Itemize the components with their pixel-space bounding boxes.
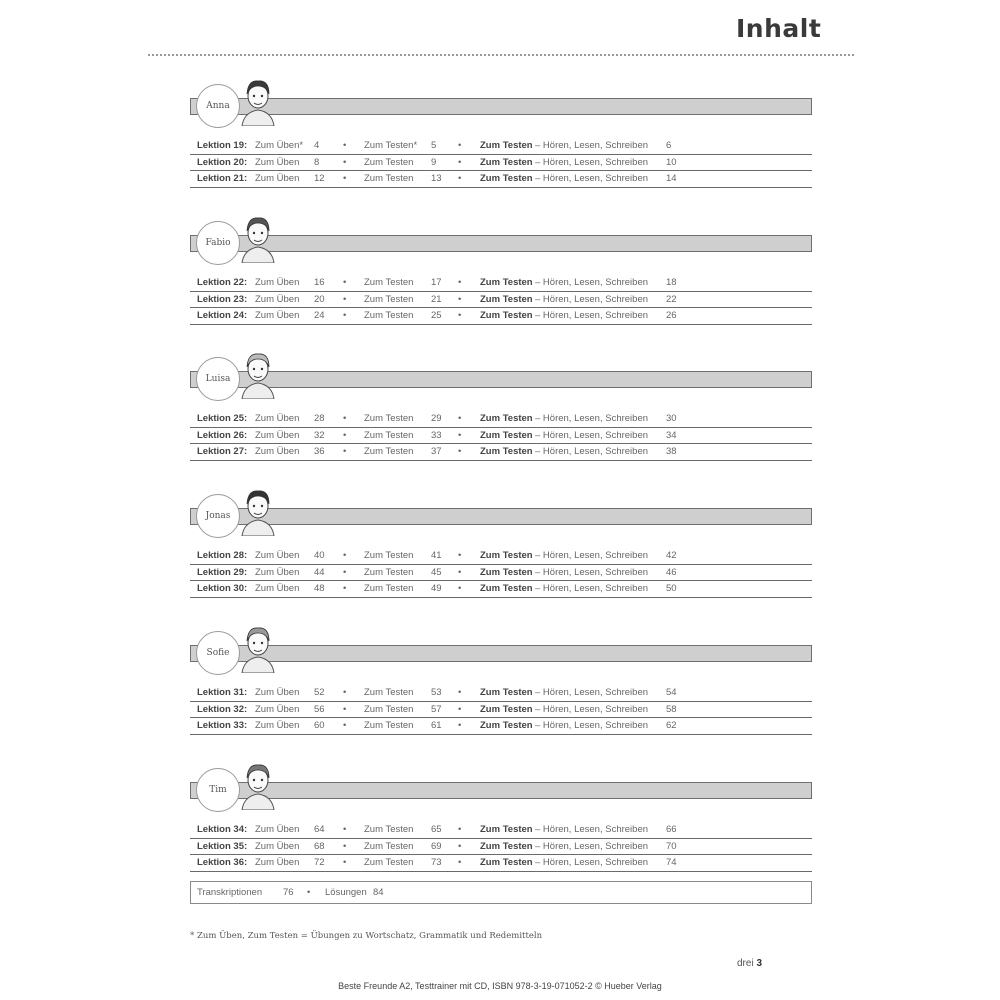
skills-text: – Hören, Lesen, Schreiben (535, 293, 649, 305)
lesson-label: Lektion 36: (197, 857, 248, 868)
ueben-page: 24 (314, 310, 325, 321)
test-skills-label: Zum Testen (480, 687, 533, 698)
character-name-badge (196, 631, 240, 675)
ueben-link[interactable]: Zum Üben (255, 583, 300, 594)
test-skills-label: Zum Testen (480, 446, 533, 457)
bullet: • (458, 156, 462, 168)
testen-page: 33 (431, 429, 442, 441)
ueben-page: 32 (314, 429, 325, 441)
testen-link[interactable]: Zum Testen (364, 156, 414, 168)
bullet: • (458, 824, 462, 835)
skills-page: 34 (666, 429, 677, 441)
bullet: • (458, 310, 462, 321)
character-name-badge (196, 768, 240, 812)
test-skills-label: Zum Testen (480, 550, 533, 561)
bullet: • (343, 156, 347, 168)
lesson-list (190, 548, 812, 598)
character-portrait-icon (236, 349, 280, 399)
testen-link[interactable]: Zum Testen (364, 429, 414, 441)
skills-page: 74 (666, 857, 677, 868)
character-name: Luisa (205, 374, 231, 384)
ueben-link[interactable]: Zum Üben (255, 720, 300, 731)
page-digit: 3 (756, 958, 763, 969)
transkriptionen-label[interactable]: Transkriptionen (197, 887, 263, 898)
skills-page: 46 (666, 566, 677, 578)
bullet: • (343, 857, 347, 868)
lesson-row[interactable] (190, 822, 812, 839)
testen-link[interactable]: Zum Testen (364, 550, 414, 561)
testen-link[interactable]: Zum Testen (364, 310, 414, 321)
section-bar (190, 508, 812, 525)
bullet: • (458, 840, 462, 852)
ueben-link[interactable]: Zum Üben (255, 687, 300, 698)
character-portrait-icon (236, 623, 280, 673)
skills-page: 62 (666, 720, 677, 731)
testen-page: 57 (431, 703, 442, 715)
test-skills-label: Zum Testen (480, 310, 533, 321)
character-portrait-icon (236, 486, 280, 536)
bullet: • (458, 293, 462, 305)
bullet: • (343, 583, 347, 594)
loesungen-page: 84 (373, 887, 384, 898)
ueben-page: 44 (314, 566, 325, 578)
skills-page: 42 (666, 550, 677, 561)
testen-link[interactable]: Zum Testen (364, 687, 414, 698)
test-skills-label: Zum Testen (480, 413, 533, 424)
section-bar (190, 645, 812, 662)
bullet: • (458, 446, 462, 457)
lesson-row[interactable] (190, 702, 812, 719)
test-skills-label: Zum Testen (480, 566, 533, 578)
lesson-list (190, 275, 812, 325)
testen-page: 69 (431, 840, 442, 852)
testen-page: 41 (431, 550, 442, 561)
bullet: • (343, 550, 347, 561)
skills-page: 6 (666, 140, 672, 151)
lesson-list (190, 411, 812, 461)
lesson-label: Lektion 21: (197, 173, 248, 184)
skills-text: – Hören, Lesen, Schreiben (535, 413, 649, 424)
ueben-page: 52 (314, 687, 325, 698)
bullet: • (458, 720, 462, 731)
bullet: • (307, 887, 311, 898)
testen-page: 45 (431, 566, 442, 578)
bullet: • (343, 720, 347, 731)
skills-page: 54 (666, 687, 677, 698)
lesson-label: Lektion 26: (197, 429, 248, 441)
skills-page: 26 (666, 310, 677, 321)
bullet: • (458, 140, 462, 151)
lesson-label: Lektion 29: (197, 566, 248, 578)
testen-link[interactable]: Zum Testen (364, 720, 414, 731)
character-name-badge (196, 221, 240, 265)
skills-page: 18 (666, 277, 677, 288)
test-skills-label: Zum Testen (480, 140, 533, 151)
bullet: • (343, 429, 347, 441)
lesson-label: Lektion 25: (197, 413, 248, 424)
ueben-page: 36 (314, 446, 325, 457)
skills-text: – Hören, Lesen, Schreiben (535, 720, 649, 731)
section-bar (190, 371, 812, 388)
lesson-label: Lektion 22: (197, 277, 248, 288)
lesson-label: Lektion 30: (197, 583, 248, 594)
bullet: • (458, 429, 462, 441)
skills-text: – Hören, Lesen, Schreiben (535, 583, 649, 594)
test-skills-label: Zum Testen (480, 293, 533, 305)
bullet: • (458, 413, 462, 424)
lesson-row[interactable] (190, 155, 812, 172)
footnote: * Zum Üben, Zum Testen = Übungen zu Wortschatz, Grammatik und Redemitteln (190, 931, 543, 941)
testen-link[interactable]: Zum Testen (364, 413, 414, 424)
bullet: • (343, 293, 347, 305)
testen-page: 17 (431, 277, 442, 288)
lesson-label: Lektion 19: (197, 140, 248, 151)
skills-page: 50 (666, 583, 677, 594)
lesson-row[interactable] (190, 565, 812, 582)
skills-text: – Hören, Lesen, Schreiben (535, 566, 649, 578)
skills-text: – Hören, Lesen, Schreiben (535, 140, 649, 151)
lesson-row[interactable] (190, 581, 812, 598)
ueben-link[interactable]: Zum Üben (255, 824, 300, 835)
ueben-link[interactable]: Zum Üben (255, 173, 300, 184)
bullet: • (343, 413, 347, 424)
testen-link[interactable]: Zum Testen (364, 840, 414, 852)
ueben-page: 56 (314, 703, 325, 715)
section-bar (190, 782, 812, 799)
skills-page: 14 (666, 173, 677, 184)
test-skills-label: Zum Testen (480, 277, 533, 288)
character-name: Tim (209, 785, 227, 795)
skills-page: 10 (666, 156, 677, 168)
testen-link[interactable]: Zum Testen (364, 857, 414, 868)
page-title: Inhalt (736, 14, 822, 43)
testen-page: 5 (431, 140, 437, 151)
testen-page: 65 (431, 824, 442, 835)
lesson-label: Lektion 27: (197, 446, 248, 457)
testen-page: 9 (431, 156, 437, 168)
testen-page: 61 (431, 720, 442, 731)
skills-page: 58 (666, 703, 677, 715)
ueben-page: 72 (314, 857, 325, 868)
lesson-list (190, 138, 812, 188)
lesson-label: Lektion 34: (197, 824, 248, 835)
testen-page: 13 (431, 173, 442, 184)
lesson-row[interactable] (190, 308, 812, 325)
skills-text: – Hören, Lesen, Schreiben (535, 173, 649, 184)
skills-page: 70 (666, 840, 677, 852)
ueben-link[interactable]: Zum Üben (255, 156, 300, 168)
bullet: • (343, 703, 347, 715)
bullet: • (458, 277, 462, 288)
test-skills-label: Zum Testen (480, 583, 533, 594)
skills-text: – Hören, Lesen, Schreiben (535, 446, 649, 457)
bullet: • (343, 446, 347, 457)
testen-page: 37 (431, 446, 442, 457)
skills-text: – Hören, Lesen, Schreiben (535, 310, 649, 321)
testen-link[interactable]: Zum Testen (364, 583, 414, 594)
ueben-link[interactable]: Zum Üben (255, 310, 300, 321)
page-number (737, 958, 762, 969)
ueben-page: 60 (314, 720, 325, 731)
ueben-link[interactable]: Zum Üben (255, 277, 300, 288)
bullet: • (343, 277, 347, 288)
testen-link[interactable]: Zum Testen (364, 566, 414, 578)
ueben-link[interactable]: Zum Üben* (255, 140, 304, 151)
skills-page: 66 (666, 824, 677, 835)
character-name: Anna (206, 101, 230, 111)
skills-page: 22 (666, 293, 677, 305)
skills-text: – Hören, Lesen, Schreiben (535, 687, 649, 698)
testen-link[interactable]: Zum Testen (364, 173, 414, 184)
test-skills-label: Zum Testen (480, 429, 533, 441)
ueben-page: 20 (314, 293, 325, 305)
character-portrait-icon (236, 760, 280, 810)
bullet: • (458, 173, 462, 184)
character-name: Jonas (205, 511, 231, 521)
loesungen-label[interactable]: Lösungen (325, 887, 367, 898)
bullet: • (343, 840, 347, 852)
ueben-link[interactable]: Zum Üben (255, 293, 300, 305)
ueben-page: 64 (314, 824, 325, 835)
lesson-label: Lektion 28: (197, 550, 248, 561)
lesson-list (190, 685, 812, 735)
bullet: • (343, 173, 347, 184)
ueben-link[interactable]: Zum Üben (255, 703, 300, 715)
bullet: • (343, 140, 347, 151)
testen-page: 25 (431, 310, 442, 321)
bullet: • (458, 583, 462, 594)
ueben-link[interactable]: Zum Üben (255, 413, 300, 424)
testen-page: 49 (431, 583, 442, 594)
skills-page: 30 (666, 413, 677, 424)
lesson-row[interactable] (190, 292, 812, 309)
bullet: • (343, 687, 347, 698)
bullet: • (458, 703, 462, 715)
lesson-row[interactable] (190, 275, 812, 292)
ueben-link[interactable]: Zum Üben (255, 550, 300, 561)
test-skills-label: Zum Testen (480, 840, 533, 852)
ueben-page: 4 (314, 140, 320, 151)
appendix-box (190, 881, 812, 904)
ueben-page: 28 (314, 413, 325, 424)
character-name: Fabio (205, 238, 231, 248)
test-skills-label: Zum Testen (480, 703, 533, 715)
bullet: • (343, 824, 347, 835)
test-skills-label: Zum Testen (480, 720, 533, 731)
lesson-row[interactable] (190, 411, 812, 428)
bullet: • (343, 310, 347, 321)
skills-text: – Hören, Lesen, Schreiben (535, 840, 649, 852)
testen-link[interactable]: Zum Testen (364, 824, 414, 835)
bullet: • (343, 566, 347, 578)
ueben-link[interactable]: Zum Üben (255, 429, 300, 441)
skills-text: – Hören, Lesen, Schreiben (535, 857, 649, 868)
transkriptionen-page: 76 (283, 887, 294, 898)
lesson-row[interactable] (190, 718, 812, 735)
character-name-badge (196, 84, 240, 128)
lesson-row[interactable] (190, 855, 812, 872)
character-name: Sofie (206, 648, 230, 658)
lesson-row[interactable] (190, 171, 812, 188)
lesson-row[interactable] (190, 138, 812, 155)
testen-page: 29 (431, 413, 442, 424)
bullet: • (458, 687, 462, 698)
testen-link[interactable]: Zum Testen (364, 293, 414, 305)
character-name-badge (196, 494, 240, 538)
skills-text: – Hören, Lesen, Schreiben (535, 824, 649, 835)
bullet: • (458, 550, 462, 561)
lesson-row[interactable] (190, 444, 812, 461)
character-portrait-icon (236, 76, 280, 126)
lesson-label: Lektion 33: (197, 720, 248, 731)
ueben-link[interactable]: Zum Üben (255, 840, 300, 852)
lesson-label: Lektion 35: (197, 840, 248, 852)
test-skills-label: Zum Testen (480, 857, 533, 868)
page-word: drei (737, 958, 754, 969)
skills-text: – Hören, Lesen, Schreiben (535, 703, 649, 715)
ueben-page: 16 (314, 277, 325, 288)
lesson-list (190, 822, 812, 872)
dotted-divider (148, 54, 854, 56)
lesson-label: Lektion 20: (197, 156, 248, 168)
ueben-page: 12 (314, 173, 325, 184)
ueben-page: 8 (314, 156, 320, 168)
testen-link[interactable]: Zum Testen (364, 703, 414, 715)
section-bar (190, 98, 812, 115)
ueben-link[interactable]: Zum Üben (255, 446, 300, 457)
skills-text: – Hören, Lesen, Schreiben (535, 429, 649, 441)
ueben-link[interactable]: Zum Üben (255, 566, 300, 578)
character-name-badge (196, 357, 240, 401)
testen-page: 73 (431, 857, 442, 868)
character-portrait-icon (236, 213, 280, 263)
publisher-footer: Beste Freunde A2, Testtrainer mit CD, ISBN 978-3-19-071052-2 © Hueber Verlag (338, 981, 662, 991)
ueben-page: 40 (314, 550, 325, 561)
lesson-row[interactable] (190, 685, 812, 702)
lesson-label: Lektion 32: (197, 703, 248, 715)
ueben-page: 68 (314, 840, 325, 852)
section-bar (190, 235, 812, 252)
lesson-label: Lektion 31: (197, 687, 248, 698)
testen-page: 53 (431, 687, 442, 698)
skills-page: 38 (666, 446, 677, 457)
ueben-page: 48 (314, 583, 325, 594)
test-skills-label: Zum Testen (480, 156, 533, 168)
lesson-row[interactable] (190, 428, 812, 445)
skills-text: – Hören, Lesen, Schreiben (535, 277, 649, 288)
testen-page: 21 (431, 293, 442, 305)
test-skills-label: Zum Testen (480, 173, 533, 184)
ueben-link[interactable]: Zum Üben (255, 857, 300, 868)
bullet: • (458, 857, 462, 868)
lesson-row[interactable] (190, 839, 812, 856)
testen-link[interactable]: Zum Testen (364, 277, 414, 288)
testen-link[interactable]: Zum Testen (364, 446, 414, 457)
testen-link[interactable]: Zum Testen* (364, 140, 418, 151)
skills-text: – Hören, Lesen, Schreiben (535, 550, 649, 561)
test-skills-label: Zum Testen (480, 824, 533, 835)
lesson-label: Lektion 23: (197, 293, 248, 305)
bullet: • (458, 566, 462, 578)
lesson-label: Lektion 24: (197, 310, 248, 321)
lesson-row[interactable] (190, 548, 812, 565)
skills-text: – Hören, Lesen, Schreiben (535, 156, 649, 168)
